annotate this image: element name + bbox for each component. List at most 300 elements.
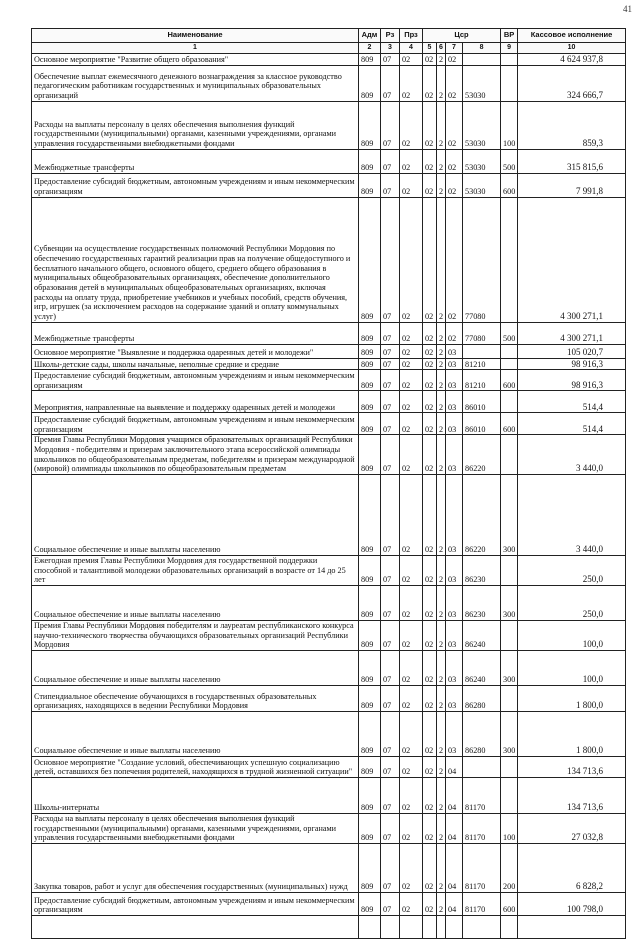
cell-prz: 02 xyxy=(400,149,423,173)
cell-rz: 07 xyxy=(381,173,400,197)
cell-csr-5: 02 xyxy=(423,650,437,685)
cell-csr-7: 03 xyxy=(446,435,463,475)
cell-adm: 809 xyxy=(359,149,381,173)
cell-vr xyxy=(501,915,518,938)
table-row xyxy=(32,892,626,915)
cell-name: Закупка товаров, работ и услуг для обеспечения государственных (муниципальных) нужд xyxy=(32,843,359,892)
cell-csr-8: 86010 xyxy=(463,391,501,413)
cell-prz: 02 xyxy=(400,65,423,101)
cell-csr-5: 02 xyxy=(423,777,437,813)
cell-prz: 02 xyxy=(400,756,423,777)
cell-amount: 324 666,7 xyxy=(518,65,626,101)
header-row xyxy=(32,29,626,43)
cell-rz: 07 xyxy=(381,65,400,101)
cell-csr-7: 03 xyxy=(446,620,463,650)
cell-name: Основное мероприятие "Выявление и поддержка одаренных детей и молодежи" xyxy=(32,344,359,358)
cell-rz: 07 xyxy=(381,322,400,344)
cell-csr-6: 2 xyxy=(437,756,446,777)
cell-name: Расходы на выплаты персоналу в целях обеспечения выполнения функций государственными (муниципальными) органами, казенными учреждениями, органами управления государственными внебюджетными фондами xyxy=(32,813,359,843)
table-row xyxy=(32,197,626,322)
cell-vr: 300 xyxy=(501,585,518,620)
cell-amount: 98 916,3 xyxy=(518,358,626,370)
cell-rz: 07 xyxy=(381,813,400,843)
cell-csr-7: 03 xyxy=(446,650,463,685)
table-row xyxy=(32,650,626,685)
cell-csr-5 xyxy=(423,915,437,938)
cell-csr-6: 2 xyxy=(437,344,446,358)
cell-amount: 514,4 xyxy=(518,391,626,413)
cell-prz: 02 xyxy=(400,892,423,915)
cell-amount: 250,0 xyxy=(518,555,626,585)
cell-csr-6: 2 xyxy=(437,650,446,685)
cell-csr-5: 02 xyxy=(423,370,437,391)
cell-adm: 809 xyxy=(359,391,381,413)
table-row xyxy=(32,65,626,101)
cell-vr: 300 xyxy=(501,474,518,555)
cell-csr-6: 2 xyxy=(437,620,446,650)
cell-csr-8: 81170 xyxy=(463,777,501,813)
table-row xyxy=(32,711,626,756)
cell-csr-8: 77080 xyxy=(463,322,501,344)
cell-rz xyxy=(381,915,400,938)
cell-amount: 4 300 271,1 xyxy=(518,322,626,344)
cell-prz: 02 xyxy=(400,322,423,344)
cell-amount: 1 800,0 xyxy=(518,711,626,756)
cell-vr: 100 xyxy=(501,101,518,149)
cell-name: Основное мероприятие "Развитие общего образования" xyxy=(32,54,359,66)
cell-amount: 27 032,8 xyxy=(518,813,626,843)
cell-csr-8: 86220 xyxy=(463,435,501,475)
table-row xyxy=(32,843,626,892)
table-row xyxy=(32,620,626,650)
cell-rz: 07 xyxy=(381,344,400,358)
cell-csr-5: 02 xyxy=(423,65,437,101)
cell-rz: 07 xyxy=(381,101,400,149)
cell-vr xyxy=(501,685,518,711)
cell-csr-6: 2 xyxy=(437,101,446,149)
cell-prz: 02 xyxy=(400,173,423,197)
cell-prz: 02 xyxy=(400,474,423,555)
cell-csr-5: 02 xyxy=(423,474,437,555)
cell-prz: 02 xyxy=(400,54,423,66)
cell-vr xyxy=(501,391,518,413)
cell-csr-7: 03 xyxy=(446,474,463,555)
cell-name: Предоставление субсидий бюджетным, автономным учреждениям и иным некоммерческим организациям xyxy=(32,370,359,391)
cell-csr-5: 02 xyxy=(423,101,437,149)
cell-prz: 02 xyxy=(400,843,423,892)
cell-prz: 02 xyxy=(400,555,423,585)
cell-vr xyxy=(501,65,518,101)
cell-vr xyxy=(501,756,518,777)
cell-adm: 809 xyxy=(359,685,381,711)
cell-csr-7: 03 xyxy=(446,358,463,370)
cell-csr-7: 03 xyxy=(446,555,463,585)
cell-csr-8 xyxy=(463,344,501,358)
table-row xyxy=(32,474,626,555)
cell-csr-6: 2 xyxy=(437,358,446,370)
table-row xyxy=(32,54,626,66)
cell-csr-5: 02 xyxy=(423,391,437,413)
cell-vr: 500 xyxy=(501,149,518,173)
cell-adm: 809 xyxy=(359,555,381,585)
cell-csr-8: 81210 xyxy=(463,358,501,370)
cell-csr-6: 2 xyxy=(437,892,446,915)
cell-csr-5: 02 xyxy=(423,555,437,585)
cell-csr-5: 02 xyxy=(423,322,437,344)
table-row xyxy=(32,413,626,435)
cell-csr-7: 02 xyxy=(446,54,463,66)
cell-csr-7: 03 xyxy=(446,685,463,711)
cell-rz: 07 xyxy=(381,555,400,585)
cell-csr-8: 53030 xyxy=(463,173,501,197)
cell-vr xyxy=(501,777,518,813)
cell-prz: 02 xyxy=(400,413,423,435)
cell-csr-6: 2 xyxy=(437,813,446,843)
cell-csr-8: 86230 xyxy=(463,555,501,585)
cell-vr xyxy=(501,555,518,585)
cell-csr-5: 02 xyxy=(423,585,437,620)
cell-adm: 809 xyxy=(359,344,381,358)
cell-csr-6: 2 xyxy=(437,777,446,813)
cell-prz: 02 xyxy=(400,101,423,149)
cell-csr-8: 77080 xyxy=(463,197,501,322)
cell-adm: 809 xyxy=(359,711,381,756)
cell-adm: 809 xyxy=(359,843,381,892)
cell-csr-8: 53030 xyxy=(463,149,501,173)
cell-amount: 6 828,2 xyxy=(518,843,626,892)
cell-csr-7: 02 xyxy=(446,65,463,101)
cell-vr xyxy=(501,435,518,475)
cell-adm: 809 xyxy=(359,173,381,197)
column-number: 10 xyxy=(518,43,626,54)
column-number-row xyxy=(32,43,626,54)
cell-vr: 300 xyxy=(501,711,518,756)
cell-amount: 134 713,6 xyxy=(518,756,626,777)
column-number: 4 xyxy=(400,43,423,54)
cell-vr xyxy=(501,358,518,370)
cell-vr xyxy=(501,197,518,322)
header-vr: ВР xyxy=(501,29,518,43)
cell-csr-6: 2 xyxy=(437,322,446,344)
page-number: 41 xyxy=(623,4,632,14)
cell-csr-6: 2 xyxy=(437,555,446,585)
cell-csr-5: 02 xyxy=(423,197,437,322)
cell-name: Субвенции на осуществление государственных полномочий Республики Мордовия по обеспечению государственных гарантий реализации прав на получение общедоступного и бесплатного начального общего, основного общего, среднего общего образования в муниципальных общеобразовательных организациях, обеспечение дополнительного образования детей в муниципальных общеобразовательных организациях, включая расходы на оплату труда, приобретение учебников и учебных пособий, средств обучения, игр, игрушек (за исключением расходов на содержание зданий и оплату коммунальных услуг) xyxy=(32,197,359,322)
table-row xyxy=(32,555,626,585)
cell-prz: 02 xyxy=(400,358,423,370)
cell-csr-8: 86010 xyxy=(463,413,501,435)
column-number: 9 xyxy=(501,43,518,54)
cell-csr-7: 03 xyxy=(446,413,463,435)
cell-csr-7: 02 xyxy=(446,101,463,149)
cell-csr-7: 02 xyxy=(446,322,463,344)
table-row xyxy=(32,685,626,711)
cell-amount: 1 800,0 xyxy=(518,685,626,711)
table-row xyxy=(32,149,626,173)
cell-vr: 500 xyxy=(501,322,518,344)
cell-csr-8: 81170 xyxy=(463,843,501,892)
cell-csr-7: 02 xyxy=(446,197,463,322)
cell-csr-6: 2 xyxy=(437,413,446,435)
cell-prz: 02 xyxy=(400,813,423,843)
cell-name: Премия Главы Республики Мордовия учащимся образовательных организаций Республики Мордовия - победителям и призерам заключительного этапа всероссийской олимпиады школьников по общеобразовательным предметам, победителям и призерам международной (мировой) олимпиады школьников по общеобразовательным предметам xyxy=(32,435,359,475)
cell-adm: 809 xyxy=(359,65,381,101)
cell-rz: 07 xyxy=(381,149,400,173)
table-row xyxy=(32,435,626,475)
cell-csr-5: 02 xyxy=(423,711,437,756)
cell-csr-5: 02 xyxy=(423,813,437,843)
table-row xyxy=(32,173,626,197)
cell-name: Обеспечение выплат ежемесячного денежного вознаграждения за классное руководство педагогическим работникам государственных и муниципальных образовательных организаций xyxy=(32,65,359,101)
cell-csr-5: 02 xyxy=(423,620,437,650)
cell-rz: 07 xyxy=(381,197,400,322)
cell-csr-7: 03 xyxy=(446,391,463,413)
cell-vr: 600 xyxy=(501,413,518,435)
cell-adm: 809 xyxy=(359,435,381,475)
cell-csr-8: 86220 xyxy=(463,474,501,555)
cell-csr-7: 04 xyxy=(446,756,463,777)
cell-csr-6: 2 xyxy=(437,391,446,413)
table-row xyxy=(32,344,626,358)
cell-prz: 02 xyxy=(400,650,423,685)
cell-prz: 02 xyxy=(400,391,423,413)
cell-prz xyxy=(400,915,423,938)
cell-amount: 100,0 xyxy=(518,620,626,650)
header-rz: Рз xyxy=(381,29,400,43)
cell-prz: 02 xyxy=(400,370,423,391)
cell-prz: 02 xyxy=(400,585,423,620)
table-row xyxy=(32,358,626,370)
cell-csr-6: 2 xyxy=(437,585,446,620)
cell-amount: 4 624 937,8 xyxy=(518,54,626,66)
table-row xyxy=(32,322,626,344)
cell-name: Социальное обеспечение и иные выплаты населению xyxy=(32,711,359,756)
cell-csr-7: 02 xyxy=(446,149,463,173)
cell-vr: 600 xyxy=(501,892,518,915)
cell-rz: 07 xyxy=(381,777,400,813)
column-number: 3 xyxy=(381,43,400,54)
cell-rz: 07 xyxy=(381,474,400,555)
cell-adm: 809 xyxy=(359,756,381,777)
cell-csr-5: 02 xyxy=(423,358,437,370)
cell-adm: 809 xyxy=(359,197,381,322)
cell-csr-6: 2 xyxy=(437,685,446,711)
cell-amount: 859,3 xyxy=(518,101,626,149)
cell-csr-6: 2 xyxy=(437,711,446,756)
cell-adm: 809 xyxy=(359,620,381,650)
cell-csr-8 xyxy=(463,54,501,66)
cell-csr-6 xyxy=(437,915,446,938)
cell-vr xyxy=(501,344,518,358)
cell-vr: 600 xyxy=(501,370,518,391)
column-number: 2 xyxy=(359,43,381,54)
cell-name: Стипендиальное обеспечение обучающихся в государственных образовательных организациях, находящихся в ведении Республики Мордовия xyxy=(32,685,359,711)
cell-vr: 300 xyxy=(501,650,518,685)
cell-csr-7: 04 xyxy=(446,813,463,843)
cell-rz: 07 xyxy=(381,391,400,413)
cell-csr-6: 2 xyxy=(437,173,446,197)
cell-rz: 07 xyxy=(381,585,400,620)
cell-adm: 809 xyxy=(359,358,381,370)
cell-prz: 02 xyxy=(400,435,423,475)
cell-amount: 3 440,0 xyxy=(518,474,626,555)
cell-csr-7: 04 xyxy=(446,892,463,915)
cell-amount: 3 440,0 xyxy=(518,435,626,475)
cell-amount: 315 815,6 xyxy=(518,149,626,173)
cell-csr-7: 03 xyxy=(446,711,463,756)
cell-csr-6: 2 xyxy=(437,197,446,322)
cell-name: Основное мероприятие "Создание условий, обеспечивающих успешную социализацию детей, оставшихся без попечения родителей, находящихся в трудной жизненной ситуации" xyxy=(32,756,359,777)
cell-csr-8 xyxy=(463,915,501,938)
cell-rz: 07 xyxy=(381,892,400,915)
cell-rz: 07 xyxy=(381,650,400,685)
header-prz: Прз xyxy=(400,29,423,43)
column-number: 5 xyxy=(423,43,437,54)
table-row xyxy=(32,777,626,813)
cell-prz: 02 xyxy=(400,711,423,756)
cell-csr-7: 03 xyxy=(446,585,463,620)
cell-amount: 4 300 271,1 xyxy=(518,197,626,322)
cell-csr-8 xyxy=(463,756,501,777)
cell-csr-6: 2 xyxy=(437,149,446,173)
cell-csr-7: 03 xyxy=(446,370,463,391)
table-row xyxy=(32,391,626,413)
cell-csr-8: 86280 xyxy=(463,685,501,711)
cell-vr: 100 xyxy=(501,813,518,843)
cell-rz: 07 xyxy=(381,620,400,650)
cell-rz: 07 xyxy=(381,413,400,435)
cell-amount: 100,0 xyxy=(518,650,626,685)
cell-vr xyxy=(501,54,518,66)
cell-prz: 02 xyxy=(400,620,423,650)
cell-csr-7: 04 xyxy=(446,777,463,813)
cell-amount: 105 020,7 xyxy=(518,344,626,358)
cell-rz: 07 xyxy=(381,54,400,66)
table-row xyxy=(32,915,626,938)
cell-name: Мероприятия, направленные на выявление и поддержку одаренных детей и молодежи xyxy=(32,391,359,413)
cell-prz: 02 xyxy=(400,197,423,322)
cell-csr-7: 03 xyxy=(446,344,463,358)
cell-csr-7: 02 xyxy=(446,173,463,197)
cell-adm: 809 xyxy=(359,777,381,813)
cell-name: Ежегодная премия Главы Республики Мордовия для государственной поддержки способной и талантливой молодежи образовательных организаций в возрасте от 14 до 25 лет xyxy=(32,555,359,585)
cell-rz: 07 xyxy=(381,685,400,711)
cell-csr-5: 02 xyxy=(423,173,437,197)
table-row xyxy=(32,585,626,620)
cell-adm: 809 xyxy=(359,322,381,344)
cell-vr: 600 xyxy=(501,173,518,197)
cell-name: Школы-интернаты xyxy=(32,777,359,813)
cell-csr-5: 02 xyxy=(423,892,437,915)
table-row xyxy=(32,101,626,149)
budget-table xyxy=(31,28,626,939)
cell-amount: 134 713,6 xyxy=(518,777,626,813)
cell-adm: 809 xyxy=(359,474,381,555)
cell-rz: 07 xyxy=(381,358,400,370)
header-adm: Адм xyxy=(359,29,381,43)
cell-csr-8: 86230 xyxy=(463,585,501,620)
header-name: Наименование xyxy=(32,29,359,43)
cell-name: Премия Главы Республики Мордовия победителям и лауреатам республиканского конкурса научно-технического творчества обучающихся образовательных организаций Республики Мордовия xyxy=(32,620,359,650)
cell-name: Предоставление субсидий бюджетным, автономным учреждениям и иным некоммерческим организациям xyxy=(32,892,359,915)
cell-adm: 809 xyxy=(359,585,381,620)
table-row xyxy=(32,813,626,843)
column-number: 7 xyxy=(446,43,463,54)
cell-rz: 07 xyxy=(381,711,400,756)
column-number: 6 xyxy=(437,43,446,54)
cell-csr-6: 2 xyxy=(437,435,446,475)
cell-csr-8: 86240 xyxy=(463,620,501,650)
column-number: 8 xyxy=(463,43,501,54)
header-csr: Цср xyxy=(423,29,501,43)
cell-name: Социальное обеспечение и иные выплаты населению xyxy=(32,650,359,685)
cell-csr-8: 81170 xyxy=(463,892,501,915)
cell-vr xyxy=(501,620,518,650)
cell-adm xyxy=(359,915,381,938)
cell-adm: 809 xyxy=(359,650,381,685)
cell-amount: 98 916,3 xyxy=(518,370,626,391)
cell-name: Предоставление субсидий бюджетным, автономным учреждениям и иным некоммерческим организациям xyxy=(32,173,359,197)
cell-adm: 809 xyxy=(359,813,381,843)
cell-amount xyxy=(518,915,626,938)
cell-csr-6: 2 xyxy=(437,65,446,101)
cell-name: Социальное обеспечение и иные выплаты населению xyxy=(32,474,359,555)
cell-csr-6: 2 xyxy=(437,54,446,66)
cell-adm: 809 xyxy=(359,413,381,435)
cell-csr-5: 02 xyxy=(423,843,437,892)
cell-csr-5: 02 xyxy=(423,435,437,475)
cell-csr-8: 81210 xyxy=(463,370,501,391)
cell-csr-8: 86280 xyxy=(463,711,501,756)
cell-csr-6: 2 xyxy=(437,370,446,391)
cell-csr-8: 53030 xyxy=(463,101,501,149)
cell-amount: 250,0 xyxy=(518,585,626,620)
cell-csr-5: 02 xyxy=(423,54,437,66)
cell-prz: 02 xyxy=(400,685,423,711)
cell-name: Социальное обеспечение и иные выплаты населению xyxy=(32,585,359,620)
cell-csr-8: 86240 xyxy=(463,650,501,685)
column-number: 1 xyxy=(32,43,359,54)
cell-name: Межбюджетные трансферты xyxy=(32,149,359,173)
cell-rz: 07 xyxy=(381,843,400,892)
cell-name: Расходы на выплаты персоналу в целях обеспечения выполнения функций государственными (муниципальными) органами, казенными учреждениями, органами управления государственными внебюджетными фондами xyxy=(32,101,359,149)
cell-adm: 809 xyxy=(359,101,381,149)
cell-vr: 200 xyxy=(501,843,518,892)
cell-csr-7: 04 xyxy=(446,843,463,892)
cell-csr-5: 02 xyxy=(423,413,437,435)
cell-amount: 100 798,0 xyxy=(518,892,626,915)
cell-rz: 07 xyxy=(381,370,400,391)
cell-csr-8: 53030 xyxy=(463,65,501,101)
header-amount: Кассовое исполнение xyxy=(518,29,626,43)
cell-amount: 514,4 xyxy=(518,413,626,435)
cell-rz: 07 xyxy=(381,435,400,475)
cell-csr-6: 2 xyxy=(437,843,446,892)
cell-csr-8: 81170 xyxy=(463,813,501,843)
cell-adm: 809 xyxy=(359,892,381,915)
cell-name xyxy=(32,915,359,938)
cell-prz: 02 xyxy=(400,344,423,358)
table-row xyxy=(32,370,626,391)
cell-name: Предоставление субсидий бюджетным, автономным учреждениям и иным некоммерческим организациям xyxy=(32,413,359,435)
cell-name: Межбюджетные трансферты xyxy=(32,322,359,344)
cell-csr-7 xyxy=(446,915,463,938)
cell-rz: 07 xyxy=(381,756,400,777)
cell-csr-5: 02 xyxy=(423,685,437,711)
table-row xyxy=(32,756,626,777)
cell-prz: 02 xyxy=(400,777,423,813)
cell-amount: 7 991,8 xyxy=(518,173,626,197)
